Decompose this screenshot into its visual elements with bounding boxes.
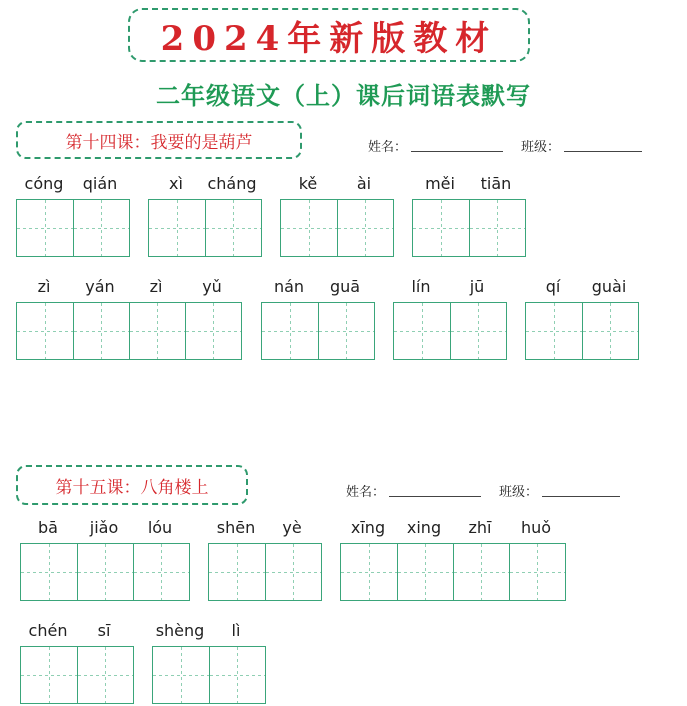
pinyin: lì: [231, 621, 241, 640]
word-group: [393, 275, 507, 360]
word-group: [525, 275, 639, 360]
pinyin: qí: [545, 277, 561, 296]
writing-grid: [20, 646, 134, 704]
tianzige-cell[interactable]: [526, 303, 582, 359]
tianzige-cell[interactable]: [337, 200, 393, 256]
tianzige-cell[interactable]: [73, 200, 129, 256]
tianzige-cell[interactable]: [265, 544, 321, 600]
writing-grid: [20, 543, 190, 601]
pinyin: shēn: [216, 518, 256, 537]
lesson-14-name-class-bar: [368, 136, 642, 155]
pinyin: lóu: [147, 518, 173, 537]
name-label: 姓名：: [368, 140, 408, 155]
lesson-14-title: 第十四课：我要的是葫芦: [65, 132, 253, 153]
pinyin: lín: [411, 277, 431, 296]
word-group: [16, 275, 242, 360]
tianzige-cell[interactable]: [17, 200, 73, 256]
tianzige-cell[interactable]: [509, 544, 565, 600]
pinyin: jiǎo: [89, 518, 119, 537]
pinyin: sī: [97, 621, 111, 640]
word-group: [412, 172, 526, 257]
word-group: [340, 516, 566, 601]
class-label: 班级：: [521, 140, 561, 155]
lesson-15-title: 第十五课：八角楼上: [55, 477, 209, 498]
pinyin: guài: [591, 277, 627, 296]
writing-grid: [340, 543, 566, 601]
pinyin: xīng: [350, 518, 386, 537]
name-blank[interactable]: [411, 150, 503, 152]
tianzige-cell[interactable]: [281, 200, 337, 256]
name-blank[interactable]: [389, 495, 481, 497]
writing-grid: [280, 199, 394, 257]
pinyin: kě: [298, 174, 318, 193]
word-group: [280, 172, 394, 257]
word-group: [20, 516, 190, 601]
tianzige-cell[interactable]: [77, 647, 133, 703]
pinyin: yè: [282, 518, 302, 537]
pinyin: nán: [273, 277, 305, 296]
word-group: [148, 172, 262, 257]
word-group: [208, 516, 322, 601]
word-group: [20, 619, 134, 704]
tianzige-cell[interactable]: [209, 647, 265, 703]
tianzige-cell[interactable]: [73, 303, 129, 359]
tianzige-cell[interactable]: [341, 544, 397, 600]
tianzige-cell[interactable]: [453, 544, 509, 600]
tianzige-cell[interactable]: [582, 303, 638, 359]
tianzige-cell[interactable]: [469, 200, 525, 256]
pinyin: bā: [38, 518, 58, 537]
tianzige-cell[interactable]: [318, 303, 374, 359]
tianzige-cell[interactable]: [185, 303, 241, 359]
class-blank[interactable]: [564, 150, 642, 152]
pinyin: xing: [406, 518, 442, 537]
tianzige-cell[interactable]: [413, 200, 469, 256]
pinyin: xì: [169, 174, 183, 193]
word-group: [261, 275, 375, 360]
writing-grid: [208, 543, 322, 601]
word-group: [16, 172, 130, 257]
tianzige-cell[interactable]: [153, 647, 209, 703]
tianzige-cell[interactable]: [21, 647, 77, 703]
writing-grid: [148, 199, 262, 257]
writing-grid: [16, 302, 242, 360]
title-banner: [128, 8, 530, 62]
writing-grid: [16, 199, 130, 257]
pinyin: zì: [149, 277, 163, 296]
lesson-15-title-box: [16, 465, 248, 505]
lesson-15-name-class-bar: [346, 481, 620, 500]
tianzige-cell[interactable]: [205, 200, 261, 256]
pinyin: qián: [82, 174, 118, 193]
tianzige-cell[interactable]: [209, 544, 265, 600]
writing-grid: [412, 199, 526, 257]
tianzige-cell[interactable]: [450, 303, 506, 359]
pinyin: yán: [85, 277, 115, 296]
pinyin: cóng: [24, 174, 64, 193]
tianzige-cell[interactable]: [394, 303, 450, 359]
pinyin: cháng: [207, 174, 257, 193]
writing-grid: [393, 302, 507, 360]
pinyin: shèng: [155, 621, 205, 640]
tianzige-cell[interactable]: [17, 303, 73, 359]
name-label: 姓名：: [346, 485, 386, 500]
pinyin: yǔ: [202, 277, 222, 296]
tianzige-cell[interactable]: [21, 544, 77, 600]
pinyin: ài: [356, 174, 372, 193]
tianzige-cell[interactable]: [262, 303, 318, 359]
pinyin: huǒ: [520, 518, 552, 537]
class-label: 班级：: [499, 485, 539, 500]
page-subtitle: 二年级语文（上）课后词语表默写: [156, 82, 531, 110]
tianzige-cell[interactable]: [133, 544, 189, 600]
pinyin: měi: [425, 174, 455, 193]
lesson-14-title-box: [16, 121, 302, 159]
pinyin: zì: [37, 277, 51, 296]
pinyin: zhī: [468, 518, 492, 537]
pinyin: jū: [469, 277, 485, 296]
tianzige-cell[interactable]: [149, 200, 205, 256]
writing-grid: [261, 302, 375, 360]
pinyin: chén: [28, 621, 68, 640]
writing-grid: [525, 302, 639, 360]
class-blank[interactable]: [542, 495, 620, 497]
page-title: 2024年新版教材: [160, 18, 498, 59]
tianzige-cell[interactable]: [129, 303, 185, 359]
writing-grid: [152, 646, 266, 704]
tianzige-cell[interactable]: [397, 544, 453, 600]
word-group: [152, 619, 266, 704]
tianzige-cell[interactable]: [77, 544, 133, 600]
pinyin: guā: [329, 277, 361, 296]
pinyin: tiān: [480, 174, 512, 193]
